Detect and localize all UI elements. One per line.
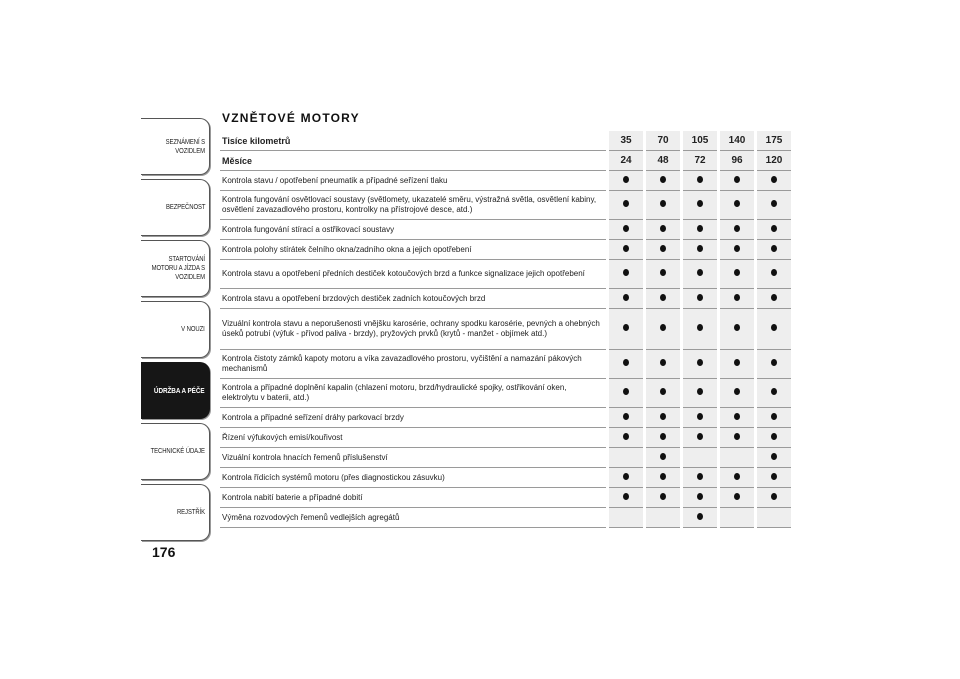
check-dot-icon — [734, 176, 740, 183]
interval-cell — [756, 220, 792, 240]
table-row — [220, 468, 791, 488]
interval-cell — [645, 448, 682, 468]
interval-cell — [608, 408, 645, 428]
check-dot-icon — [623, 245, 629, 252]
check-dot-icon — [660, 176, 666, 183]
empty-slot — [623, 513, 629, 520]
check-dot-icon — [660, 493, 666, 500]
interval-cell — [608, 309, 645, 350]
table-row — [220, 191, 791, 220]
header-months-cell: 24 — [608, 151, 645, 171]
check-dot-icon — [697, 493, 703, 500]
header-km-cell: 35 — [608, 131, 645, 151]
tab-label: BEZPEČNOST — [165, 204, 205, 211]
interval-cell — [645, 240, 682, 260]
interval-cell — [682, 448, 719, 468]
row-description: Kontrola a případné doplnění kapalin (chlazení motoru, brzd/hydraulické spojky, ostřikování oken, elektrolytu v baterii, atd.) — [220, 379, 608, 408]
interval-cell — [719, 240, 756, 260]
interval-cell — [719, 448, 756, 468]
interval-cell — [756, 191, 792, 220]
check-dot-icon — [623, 269, 629, 276]
check-dot-icon — [697, 473, 703, 480]
interval-cell — [682, 240, 719, 260]
interval-cell — [719, 379, 756, 408]
check-dot-icon — [623, 493, 629, 500]
row-description: Kontrola stavu a opotřebení brzdových destiček zadních kotoučových brzd — [220, 289, 608, 309]
row-description: Kontrola stavu a opotřebení předních destiček kotoučových brzd a funkce signalizace jejich opotřebení — [220, 260, 608, 289]
check-dot-icon — [623, 473, 629, 480]
table-row — [220, 171, 791, 191]
row-description: Kontrola nabití baterie a případné dobití — [220, 488, 608, 508]
check-dot-icon — [660, 359, 666, 366]
check-dot-icon — [697, 245, 703, 252]
row-description: Kontrola stavu / opotřebení pneumatik a případné seřízení tlaku — [220, 171, 608, 191]
interval-cell — [682, 468, 719, 488]
check-dot-icon — [660, 388, 666, 395]
header-months-cell: 72 — [682, 151, 719, 171]
interval-cell — [645, 508, 682, 528]
table-row — [220, 220, 791, 240]
interval-cell — [645, 220, 682, 240]
check-dot-icon — [771, 388, 777, 395]
interval-cell — [756, 240, 792, 260]
check-dot-icon — [734, 493, 740, 500]
interval-cell — [645, 191, 682, 220]
tab-v-nouzi[interactable] — [141, 301, 210, 358]
interval-cell — [608, 260, 645, 289]
tab-label: STARTOVÁNÍ MOTORU A JÍZDA S VOZIDLEM — [151, 256, 205, 281]
header-km-cell: 105 — [682, 131, 719, 151]
tab-label: SEZNÁMENÍ S VOZIDLEM — [165, 138, 205, 155]
tab-udrzba[interactable] — [141, 362, 210, 419]
check-dot-icon — [697, 433, 703, 440]
check-dot-icon — [734, 413, 740, 420]
interval-cell — [719, 191, 756, 220]
table-row — [220, 508, 791, 528]
interval-cell — [756, 379, 792, 408]
table-row — [220, 488, 791, 508]
check-dot-icon — [697, 225, 703, 232]
interval-cell — [756, 448, 792, 468]
check-dot-icon — [771, 359, 777, 366]
interval-cell — [719, 350, 756, 379]
tab-technicke-udaje[interactable] — [141, 423, 210, 480]
interval-cell — [608, 171, 645, 191]
check-dot-icon — [697, 269, 703, 276]
interval-cell — [756, 260, 792, 289]
chapter-sidebar — [141, 118, 210, 545]
interval-cell — [756, 309, 792, 350]
table-row — [220, 289, 791, 309]
check-dot-icon — [771, 294, 777, 301]
header-row-km — [220, 131, 791, 151]
check-dot-icon — [697, 413, 703, 420]
tab-seznameni[interactable] — [141, 118, 210, 175]
empty-slot — [623, 453, 629, 460]
interval-cell — [756, 428, 792, 448]
empty-slot — [734, 453, 740, 460]
check-dot-icon — [623, 176, 629, 183]
check-dot-icon — [771, 245, 777, 252]
check-dot-icon — [734, 473, 740, 480]
interval-cell — [645, 260, 682, 289]
interval-cell — [682, 309, 719, 350]
check-dot-icon — [697, 513, 703, 520]
interval-cell — [608, 508, 645, 528]
check-dot-icon — [734, 388, 740, 395]
check-dot-icon — [771, 493, 777, 500]
check-dot-icon — [734, 200, 740, 207]
interval-cell — [645, 350, 682, 379]
empty-slot — [660, 513, 666, 520]
check-dot-icon — [697, 176, 703, 183]
interval-cell — [719, 260, 756, 289]
tab-rejstrik[interactable] — [141, 484, 210, 541]
header-months-cell: 120 — [756, 151, 792, 171]
empty-slot — [734, 513, 740, 520]
page-number: 176 — [152, 544, 176, 560]
check-dot-icon — [734, 225, 740, 232]
check-dot-icon — [697, 294, 703, 301]
check-dot-icon — [734, 294, 740, 301]
interval-cell — [682, 428, 719, 448]
interval-cell — [719, 171, 756, 191]
check-dot-icon — [771, 473, 777, 480]
interval-cell — [756, 508, 792, 528]
check-dot-icon — [660, 269, 666, 276]
interval-cell — [608, 468, 645, 488]
check-dot-icon — [623, 413, 629, 420]
row-description: Kontrola polohy stírátek čelního okna/zadního okna a jejich opotřebení — [220, 240, 608, 260]
table-row — [220, 260, 791, 289]
interval-cell — [645, 289, 682, 309]
check-dot-icon — [660, 453, 666, 460]
check-dot-icon — [771, 176, 777, 183]
check-dot-icon — [660, 294, 666, 301]
row-description: Kontrola čistoty zámků kapoty motoru a víka zavazadlového prostoru, vyčištění a namazání pákových mechanismů — [220, 350, 608, 379]
table-row — [220, 379, 791, 408]
interval-cell — [608, 379, 645, 408]
check-dot-icon — [660, 324, 666, 331]
header-km-label: Tisíce kilometrů — [220, 131, 608, 151]
check-dot-icon — [734, 245, 740, 252]
check-dot-icon — [734, 324, 740, 331]
interval-cell — [756, 408, 792, 428]
interval-cell — [756, 350, 792, 379]
interval-cell — [682, 260, 719, 289]
check-dot-icon — [623, 200, 629, 207]
table-row — [220, 448, 791, 468]
interval-cell — [645, 309, 682, 350]
row-description: Kontrola řídicích systémů motoru (přes diagnostickou zásuvku) — [220, 468, 608, 488]
tab-label: TECHNICKÉ ÚDAJE — [150, 448, 205, 455]
check-dot-icon — [771, 433, 777, 440]
empty-slot — [697, 453, 703, 460]
check-dot-icon — [660, 200, 666, 207]
interval-cell — [682, 488, 719, 508]
interval-cell — [719, 428, 756, 448]
interval-cell — [719, 309, 756, 350]
header-row-months — [220, 151, 791, 171]
interval-cell — [608, 220, 645, 240]
interval-cell — [719, 289, 756, 309]
interval-cell — [682, 220, 719, 240]
check-dot-icon — [697, 200, 703, 207]
interval-cell — [608, 428, 645, 448]
check-dot-icon — [771, 413, 777, 420]
empty-slot — [771, 513, 777, 520]
interval-cell — [682, 289, 719, 309]
check-dot-icon — [623, 294, 629, 301]
interval-cell — [645, 428, 682, 448]
check-dot-icon — [660, 433, 666, 440]
row-description: Vizuální kontrola hnacích řemenů příslušenství — [220, 448, 608, 468]
section-title: VZNĚTOVÉ MOTORY — [222, 111, 360, 125]
interval-cell — [682, 350, 719, 379]
header-km-cell: 140 — [719, 131, 756, 151]
interval-cell — [645, 408, 682, 428]
header-km-cell: 70 — [645, 131, 682, 151]
check-dot-icon — [771, 200, 777, 207]
tab-label: V NOUZI — [181, 326, 205, 333]
interval-cell — [608, 488, 645, 508]
interval-cell — [682, 408, 719, 428]
interval-cell — [608, 240, 645, 260]
interval-cell — [719, 468, 756, 488]
interval-cell — [682, 191, 719, 220]
check-dot-icon — [660, 245, 666, 252]
check-dot-icon — [771, 269, 777, 276]
check-dot-icon — [623, 225, 629, 232]
tab-bezpecnost[interactable] — [141, 179, 210, 236]
interval-cell — [608, 191, 645, 220]
interval-cell — [645, 488, 682, 508]
check-dot-icon — [771, 453, 777, 460]
row-description: Kontrola a případné seřízení dráhy parkovací brzdy — [220, 408, 608, 428]
interval-cell — [608, 350, 645, 379]
row-description: Kontrola fungování osvětlovací soustavy (světlomety, ukazatelé směru, výstražná světla, osvětlení kabiny, osvětlení zavazadlového prostoru, kontrolky na přístrojové desce, atd.) — [220, 191, 608, 220]
interval-cell — [756, 468, 792, 488]
tab-startovani[interactable] — [141, 240, 210, 297]
table-row — [220, 350, 791, 379]
header-km-cell: 175 — [756, 131, 792, 151]
check-dot-icon — [623, 324, 629, 331]
check-dot-icon — [697, 388, 703, 395]
maintenance-schedule-table — [220, 131, 791, 528]
interval-cell — [608, 448, 645, 468]
check-dot-icon — [697, 324, 703, 331]
check-dot-icon — [660, 225, 666, 232]
interval-cell — [645, 171, 682, 191]
check-dot-icon — [734, 359, 740, 366]
row-description: Vizuální kontrola stavu a neporušenosti vnějšku karosérie, ochrany spodku karosérie, pevných a ohebných úseků potrubí (výfuk - přívod paliva - brzdy), pryžových prvků (krytů - manžet - objímek atd.) — [220, 309, 608, 350]
header-months-cell: 48 — [645, 151, 682, 171]
row-description: Kontrola fungování stírací a ostřikovací soustavy — [220, 220, 608, 240]
table-row — [220, 240, 791, 260]
row-description: Řízení výfukových emisí/kouřivost — [220, 428, 608, 448]
interval-cell — [756, 171, 792, 191]
check-dot-icon — [771, 225, 777, 232]
row-description: Výměna rozvodových řemenů vedlejších agregátů — [220, 508, 608, 528]
interval-cell — [608, 289, 645, 309]
table-row — [220, 428, 791, 448]
interval-cell — [645, 468, 682, 488]
interval-cell — [756, 289, 792, 309]
check-dot-icon — [623, 433, 629, 440]
table-row — [220, 408, 791, 428]
interval-cell — [719, 488, 756, 508]
table-row — [220, 309, 791, 350]
check-dot-icon — [623, 359, 629, 366]
interval-cell — [719, 220, 756, 240]
interval-cell — [682, 379, 719, 408]
tab-label: REJSTŘÍK — [176, 509, 205, 516]
interval-cell — [682, 171, 719, 191]
tab-label: ÚDRŽBA A PÉČE — [154, 386, 205, 395]
check-dot-icon — [734, 433, 740, 440]
check-dot-icon — [660, 413, 666, 420]
header-months-label: Měsíce — [220, 151, 608, 171]
check-dot-icon — [771, 324, 777, 331]
interval-cell — [645, 379, 682, 408]
interval-cell — [682, 508, 719, 528]
interval-cell — [756, 488, 792, 508]
interval-cell — [719, 508, 756, 528]
check-dot-icon — [697, 359, 703, 366]
interval-cell — [719, 408, 756, 428]
header-months-cell: 96 — [719, 151, 756, 171]
check-dot-icon — [623, 388, 629, 395]
check-dot-icon — [734, 269, 740, 276]
check-dot-icon — [660, 473, 666, 480]
